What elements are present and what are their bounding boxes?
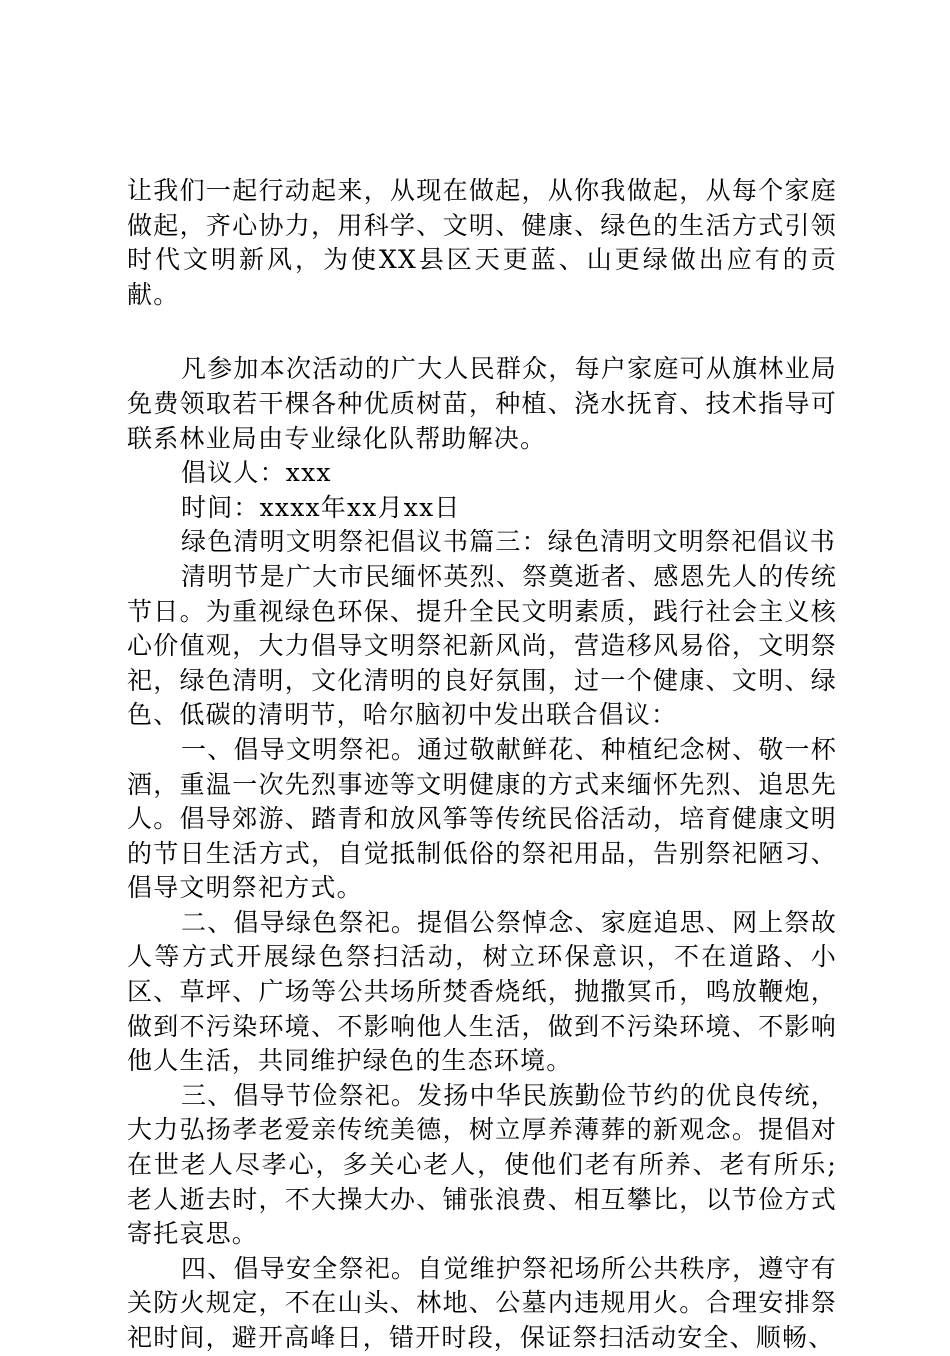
paragraph-gap <box>127 312 837 352</box>
proposer-line: 倡议人：xxx <box>181 458 332 488</box>
section-title: 绿色清明文明祭祀倡议书篇三：绿色清明文明祭祀倡议书 <box>181 527 837 557</box>
paragraph-item-2: 二、倡导绿色祭祀。提倡公祭悼念、家庭追思、网上祭故人等方式开展绿色祭扫活动，树立环保意识，不在道路、小区、草坪、广场等公共场所焚香烧纸，抛撒冥币，鸣放鞭炮，做到不污染环境、不影响他人生活，做到不污染环境、不影响他人生活，共同维护绿色的生态环境。 <box>127 907 837 1076</box>
paragraph-item-1: 一、倡导文明祭祀。通过敬献鲜花、种植纪念树、敬一杯酒，重温一次先烈事迹等文明健康的方式来缅怀先烈、追思先人。倡导郊游、踏青和放风筝等传统民俗活动，培育健康文明的节日生活方式，自觉抵制低俗的祭祀用品，告别祭祀陋习、倡导文明祭祀方式。 <box>127 734 837 903</box>
date-line: 时间：xxxx年xx月xx日 <box>181 492 461 522</box>
paragraph-intro: 清明节是广大市民缅怀英烈、祭奠逝者、感恩先人的传统节日。为重视绿色环保、提升全民文明素质，践行社会主义核心价值观，大力倡导文明祭祀新风尚，营造移风易俗，文明祭祀，绿色清明，文化清明的良好氛围，过一个健康、文明、绿色、低碳的清明节，哈尔脑初中发出联合倡议： <box>127 561 837 730</box>
paragraph-item-4: 四、倡导安全祭祀。自觉维护祭祀场所公共秩序，遵守有关防火规定，不在山头、林地、公墓内违规用火。合理安排祭祀时间，避开高峰日，错开时段，保证祭扫活动安全、顺畅、 <box>127 1253 837 1352</box>
paragraph-free-saplings: 凡参加本次活动的广大人民群众，每户家庭可从旗林业局免费领取若干棵各种优质树苗，种植、浇水抚育、技术指导可联系林业局由专业绿化队帮助解决。 <box>127 354 837 453</box>
paragraph-item-3: 三、倡导节俭祭祀。发扬中华民族勤俭节约的优良传统，大力弘扬孝老爱亲传统美德，树立厚养薄葬的新观念。提倡对在世老人尽孝心，多关心老人，使他们老有所养、老有所乐;老人逝去时，不大操大办、铺张浪费、相互攀比，以节俭方式寄托哀思。 <box>127 1080 837 1249</box>
paragraph-call-to-action: 让我们一起行动起来，从现在做起，从你我做起，从每个家庭做起，齐心协力，用科学、文明、健康、绿色的生活方式引领时代文明新风，为使XX县区天更蓝、山更绿做出应有的贡献。 <box>127 176 837 309</box>
document-body <box>127 174 837 1356</box>
